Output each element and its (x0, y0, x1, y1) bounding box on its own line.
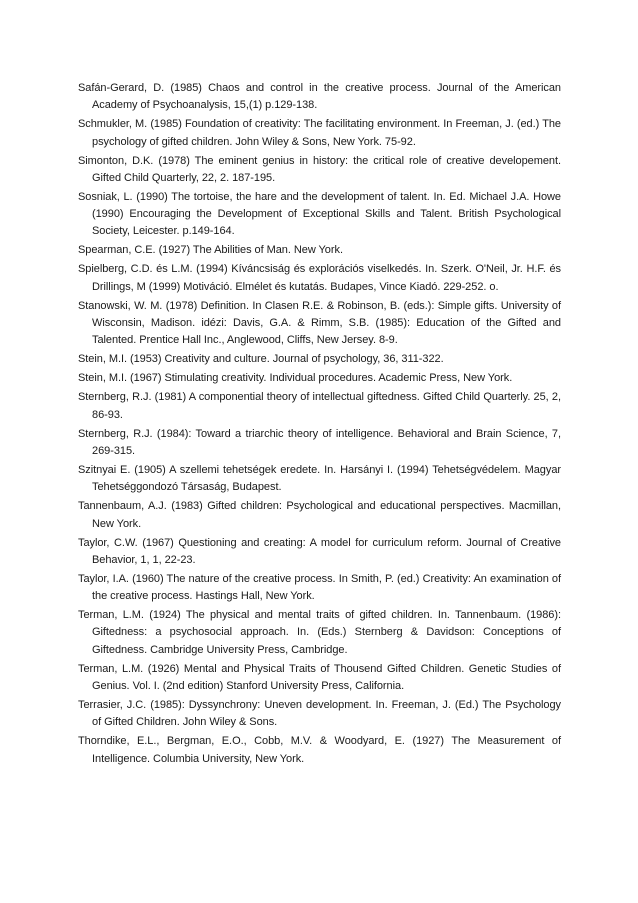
reference-entry: Sosniak, L. (1990) The tortoise, the hare and the development of talent. In. Ed. Michael J.A. Howe (1990) Encouraging the Development of Exceptional Skills and Talent. British Psychological Society, Leicester. p.149-164. (78, 190, 561, 238)
reference-entry: Taylor, C.W. (1967) Questioning and creating: A model for curriculum reform. Journal of Creative Behavior, 1, 1, 22-23. (78, 536, 561, 566)
reference-entry: Stanowski, W. M. (1978) Definition. In Clasen R.E. & Robinson, B. (eds.): Simple gifts. University of Wisconsin, Madison. idézi: Davis, G.A. & Rimm, S.B. (1985): Education of the Gifted and Talented. Prentice Hall Inc., Anglewood, Cliffs, New Jersey. 8-9. (78, 299, 561, 347)
reference-entry: Szitnyai E. (1905) A szellemi tehetségek eredete. In. Harsányi I. (1994) Tehetségvédelem. Magyar Tehetséggondozó Társaság, Budapest. (78, 464, 561, 494)
reference-entry: Thorndike, E.L., Bergman, E.O., Cobb, M.V. & Woodyard, E. (1927) The Measurement of Intelligence. Columbia University, New York. (78, 735, 561, 765)
reference-entry: Stein, M.I. (1953) Creativity and culture. Journal of psychology, 36, 311-322. (78, 353, 444, 366)
reference-entry: Safán-Gerard, D. (1985) Chaos and control in the creative process. Journal of the American Academy of Psychoanalysis, 15,(1) p.129-138. (78, 82, 561, 112)
reference-entry: Terman, L.M. (1926) Mental and Physical Traits of Thousend Gifted Children. Genetic Studies of Genius. Vol. I. (2nd edition) Stanford University Press, California. (78, 662, 561, 692)
reference-entry: Sternberg, R.J. (1981) A componential theory of intellectual giftedness. Gifted Child Quarterly. 25, 2, 86-93. (78, 391, 561, 421)
reference-entry: Tannenbaum, A.J. (1983) Gifted children: Psychological and educational perspectives. Macmillan, New York. (78, 500, 561, 530)
reference-list (78, 80, 561, 770)
reference-entry: Terman, L.M. (1924) The physical and mental traits of gifted children. In. Tannenbaum. (1986): Giftedness: a psychosocial approach. In. (Eds.) Sternberg & Davidson: Conceptions of Giftedness. Cambridge University Press, Cambridge. (78, 609, 561, 656)
reference-entry: Spielberg, C.D. és L.M. (1994) Kíváncsiság és explorációs viselkedés. In. Szerk. O'Neil, Jr. H.F. és Drillings, M (1999) Motiváció. Elmélet és kutatás. Budapes, Vince Kiadó. 229-252. o. (78, 263, 561, 293)
reference-entry: Taylor, I.A. (1960) The nature of the creative process. In Smith, P. (ed.) Creativity: An examination of the creative process. Hastings Hall, New York. (78, 572, 561, 603)
reference-entry: Terrasier, J.C. (1985): Dyssynchrony: Uneven development. In. Freeman, J. (Ed.) The Psychology of Gifted Children. John Wiley & Sons. (78, 699, 561, 729)
reference-entry: Stein, M.I. (1967) Stimulating creativity. Individual procedures. Academic Press, New York. (78, 372, 513, 385)
reference-entry: Sternberg, R.J. (1984): Toward a triarchic theory of intelligence. Behavioral and Brain Science, 7, 269-315. (78, 427, 561, 457)
reference-entry: Schmukler, M. (1985) Foundation of creativity: The facilitating environment. In Freeman, J. (ed.) The psychology of gifted children. John Wiley & Sons, New York. 75-92. (78, 118, 561, 148)
reference-entry: Simonton, D.K. (1978) The eminent genius in history: the critical role of creative developement. Gifted Child Quarterly, 22, 2. 187-195. (78, 154, 561, 184)
reference-entry: Spearman, C.E. (1927) The Abilities of Man. New York. (78, 244, 343, 257)
